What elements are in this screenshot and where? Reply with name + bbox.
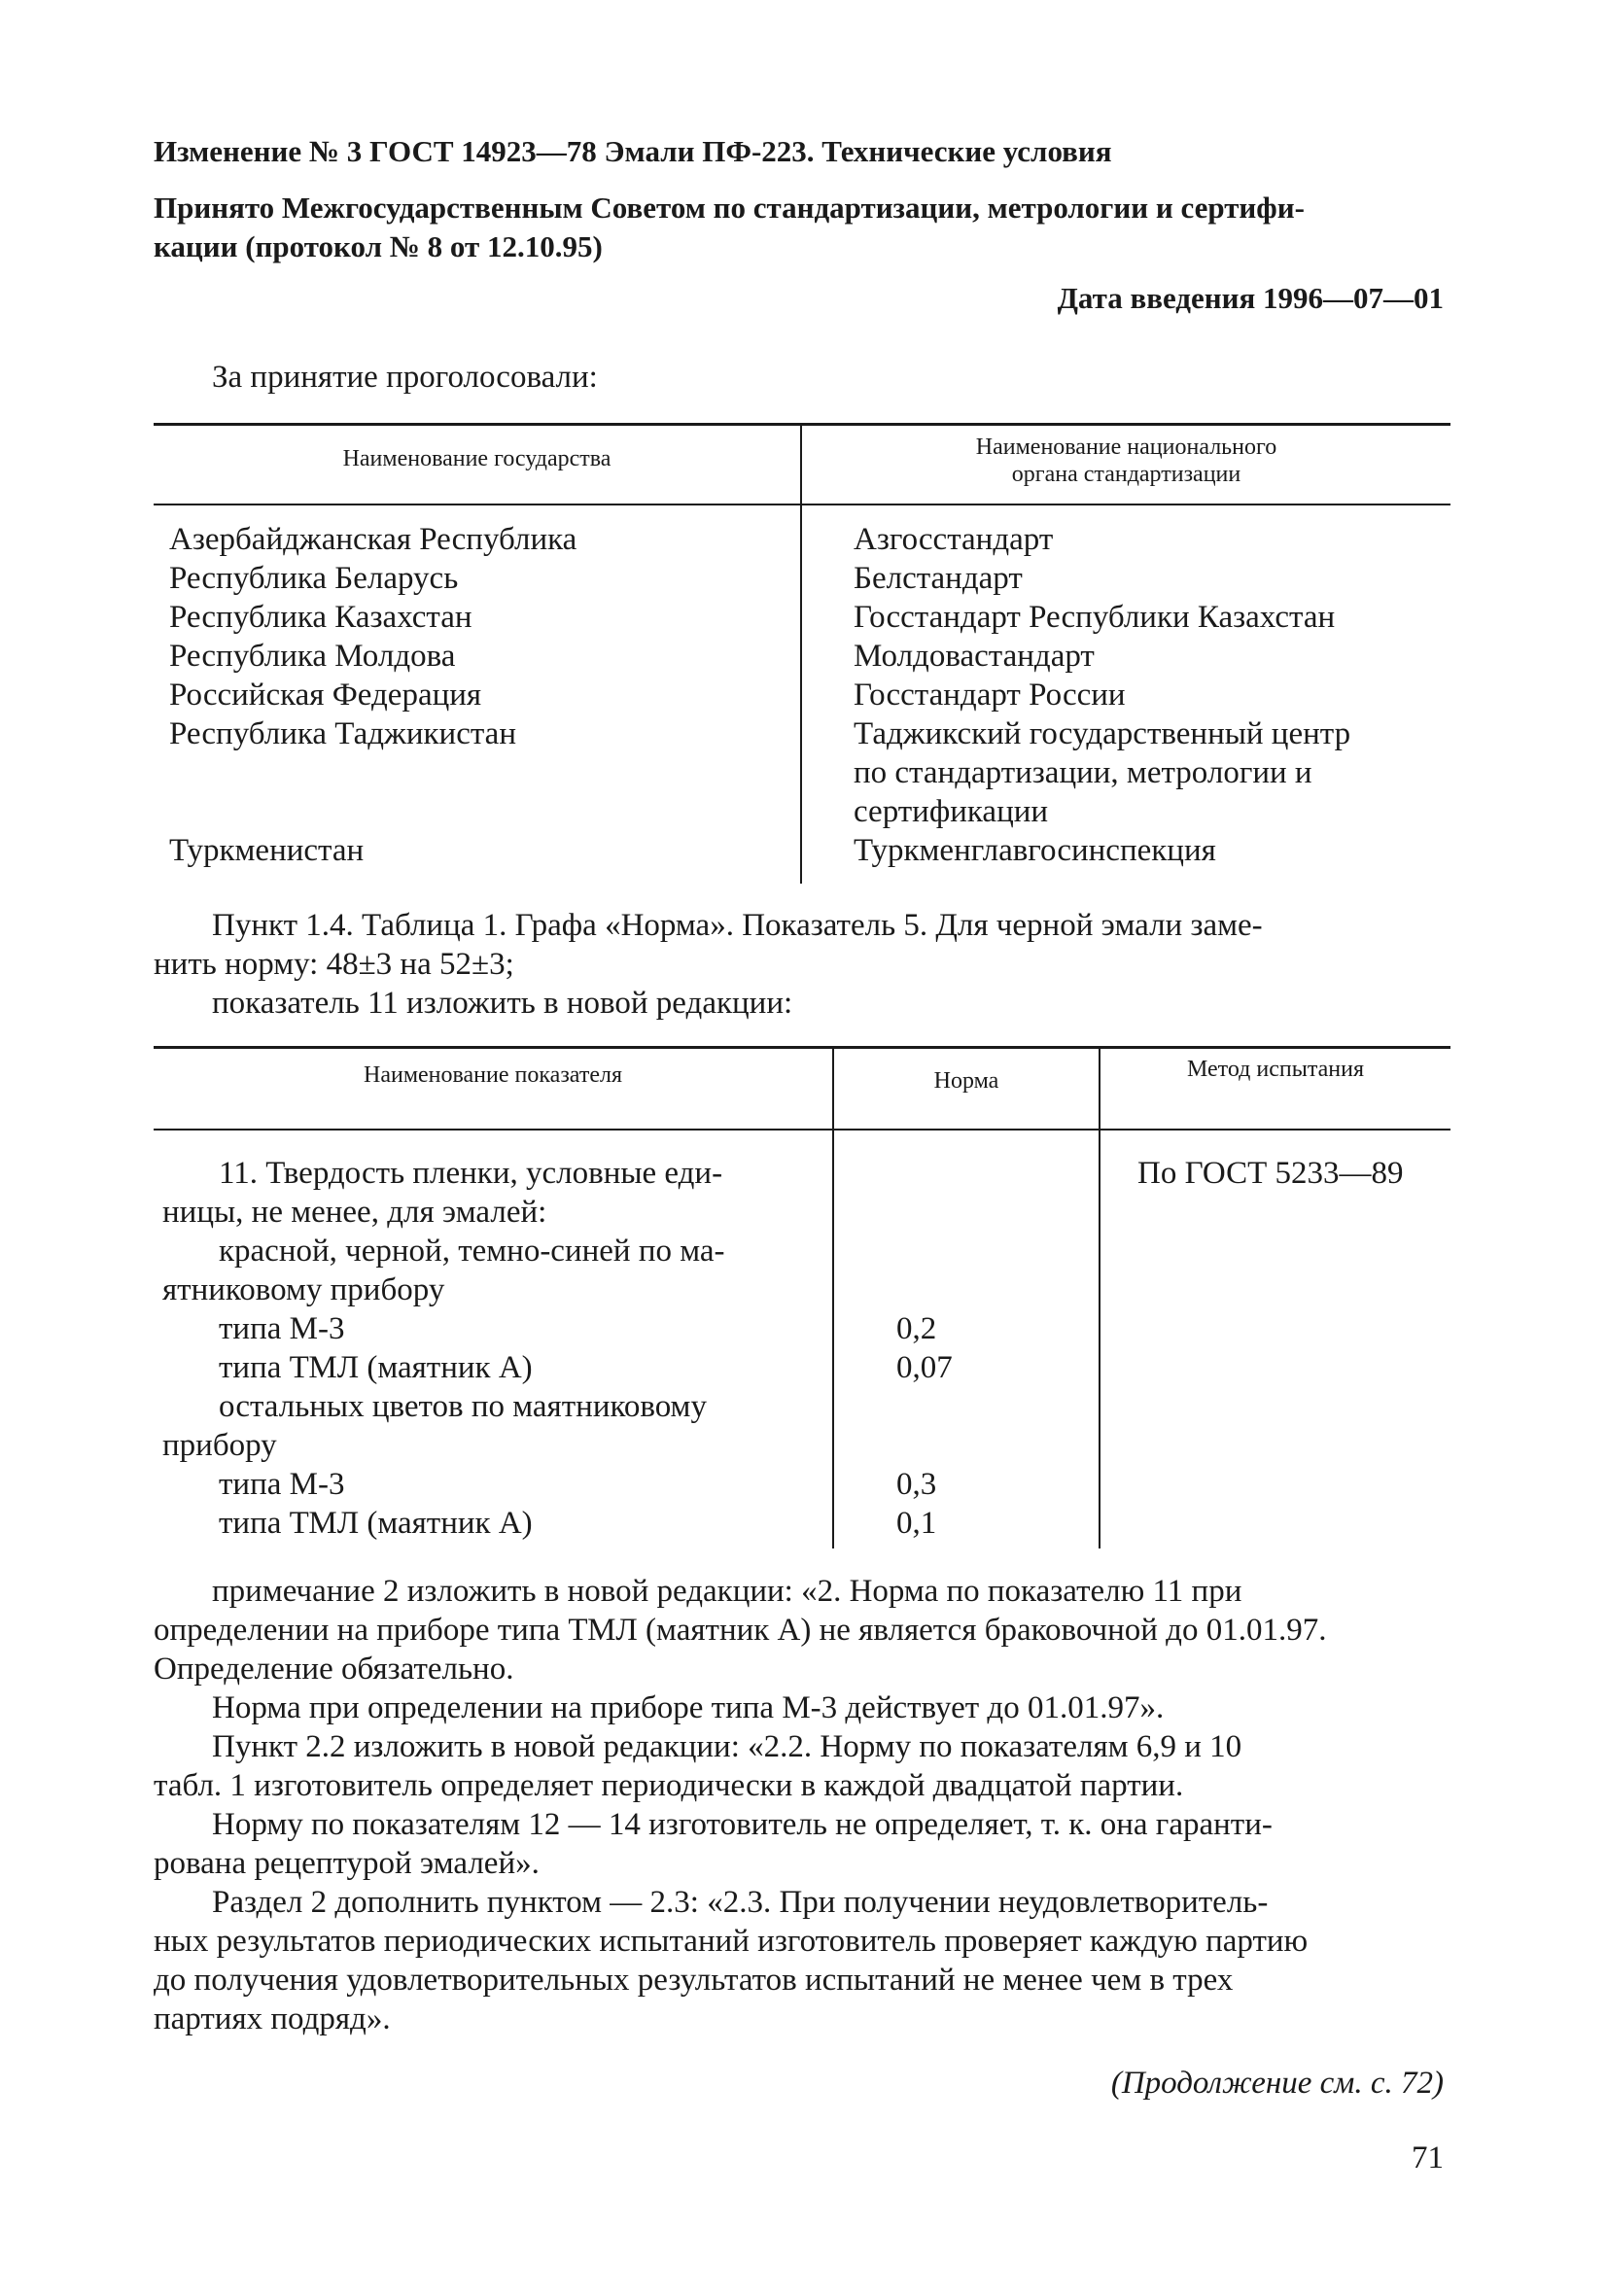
indicator-name: прибору bbox=[162, 1428, 277, 1463]
states-table-column-divider bbox=[800, 425, 802, 884]
point14-line-1: Пункт 1.4. Таблица 1. Графа «Норма». Показатель 5. Для черной эмали заме- bbox=[212, 908, 1263, 943]
organ-name: Госстандарт России bbox=[854, 678, 1126, 713]
indicator-col-header-method: Метод испытания bbox=[1187, 1057, 1364, 1082]
indicator-col-header-norm: Норма bbox=[933, 1068, 999, 1094]
body-line: Норма при определении на приборе типа М-3 действует до 01.01.97». bbox=[212, 1690, 1165, 1725]
state-name: Республика Беларусь bbox=[169, 561, 459, 596]
indicator-table-divider-1 bbox=[832, 1048, 834, 1548]
indicator-name: красной, черной, темно-синей по ма- bbox=[219, 1234, 725, 1269]
state-name: Туркменистан bbox=[169, 833, 365, 868]
adopted-line-1: Принято Межгосударственным Советом по стандартизации, метрологии и сертифи- bbox=[154, 191, 1305, 225]
adopted-line-2: кации (протокол № 8 от 12.10.95) bbox=[154, 229, 603, 263]
indicator-name: 11. Твердость пленки, условные еди- bbox=[219, 1156, 723, 1191]
method-value: По ГОСТ 5233—89 bbox=[1137, 1156, 1404, 1191]
page-number: 71 bbox=[1412, 2140, 1444, 2175]
indicator-name: типа ТМЛ (маятник А) bbox=[219, 1350, 533, 1385]
organ-name: по стандартизации, метрологии и bbox=[854, 755, 1312, 790]
body-line: Раздел 2 дополнить пунктом — 2.3: «2.3. При получении неудовлетворитель- bbox=[212, 1885, 1269, 1920]
point14-line-2: нить норму: 48±3 на 52±3; bbox=[154, 947, 514, 982]
body-line: определении на приборе типа ТМЛ (маятник А) не является браковочной до 01.01.97. bbox=[154, 1613, 1327, 1648]
state-name: Республика Таджикистан bbox=[169, 716, 516, 751]
body-line: ных результатов периодических испытаний изготовитель проверяет каждую партию bbox=[154, 1924, 1309, 1959]
body-line: партиях подряд». bbox=[154, 2001, 391, 2036]
body-line: Норму по показателям 12 — 14 изготовитель не определяет, т. к. она гаранти- bbox=[212, 1807, 1273, 1842]
norm-value: 0,1 bbox=[896, 1506, 937, 1541]
states-table-top-rule bbox=[154, 423, 1450, 426]
body-line: табл. 1 изготовитель определяет периодически в каждой двадцатой партии. bbox=[154, 1768, 1184, 1803]
organ-name: сертификации bbox=[854, 794, 1049, 829]
indicator-col-header-name: Наименование показателя bbox=[364, 1062, 622, 1088]
body-line: Определение обязательно. bbox=[154, 1652, 514, 1687]
body-line: примечание 2 изложить в новой редакции: «2. Норма по показателю 11 при bbox=[212, 1574, 1242, 1609]
organ-name: Молдовастандарт bbox=[854, 639, 1095, 674]
organ-name: Туркменглавгосинспекция bbox=[854, 833, 1216, 868]
body-line: Пункт 2.2 изложить в новой редакции: «2.2. Норму по показателям 6,9 и 10 bbox=[212, 1729, 1242, 1764]
organ-name: Азгосстандарт bbox=[854, 522, 1054, 557]
state-name: Республика Казахстан bbox=[169, 600, 472, 635]
indicator-name: ницы, не менее, для эмалей: bbox=[162, 1195, 547, 1230]
states-col-header-organ-2: органа стандартизации bbox=[1011, 462, 1241, 487]
norm-value: 0,2 bbox=[896, 1311, 937, 1346]
indicator-name: типа ТМЛ (маятник А) bbox=[219, 1506, 533, 1541]
indicator-table-divider-2 bbox=[1099, 1048, 1100, 1548]
organ-name: Госстандарт Республики Казахстан bbox=[854, 600, 1336, 635]
norm-value: 0,07 bbox=[896, 1350, 953, 1385]
states-col-header-organ-1: Наименование национального bbox=[975, 435, 1277, 460]
body-line: до получения удовлетворительных результатов испытаний не менее чем в трех bbox=[154, 1963, 1234, 1998]
states-col-header-state: Наименование государства bbox=[342, 446, 611, 471]
indicator-name: ятниковому прибору bbox=[162, 1272, 445, 1307]
states-table-header-rule bbox=[154, 504, 1450, 505]
state-name: Азербайджанская Республика bbox=[169, 522, 577, 557]
indicator-name: типа М-3 bbox=[219, 1467, 345, 1502]
document-title: Изменение № 3 ГОСТ 14923—78 Эмали ПФ-223. Технические условия bbox=[154, 134, 1112, 168]
indicator-name: остальных цветов по маятниковому bbox=[219, 1389, 707, 1424]
introduction-date: Дата введения 1996—07—01 bbox=[1057, 281, 1444, 315]
indicator-table-header-rule bbox=[154, 1129, 1450, 1131]
state-name: Республика Молдова bbox=[169, 639, 456, 674]
organ-name: Белстандарт bbox=[854, 561, 1023, 596]
organ-name: Таджикский государственный центр bbox=[854, 716, 1351, 751]
point14-line-3: показатель 11 изложить в новой редакции: bbox=[212, 986, 793, 1021]
indicator-table-top-rule bbox=[154, 1046, 1450, 1049]
body-line: рована рецептурой эмалей». bbox=[154, 1846, 540, 1881]
indicator-name: типа М-3 bbox=[219, 1311, 345, 1346]
continuation-note: (Продолжение см. с. 72) bbox=[1110, 2066, 1444, 2101]
voted-intro: За принятие проголосовали: bbox=[212, 360, 598, 395]
norm-value: 0,3 bbox=[896, 1467, 937, 1502]
state-name: Российская Федерация bbox=[169, 678, 482, 713]
